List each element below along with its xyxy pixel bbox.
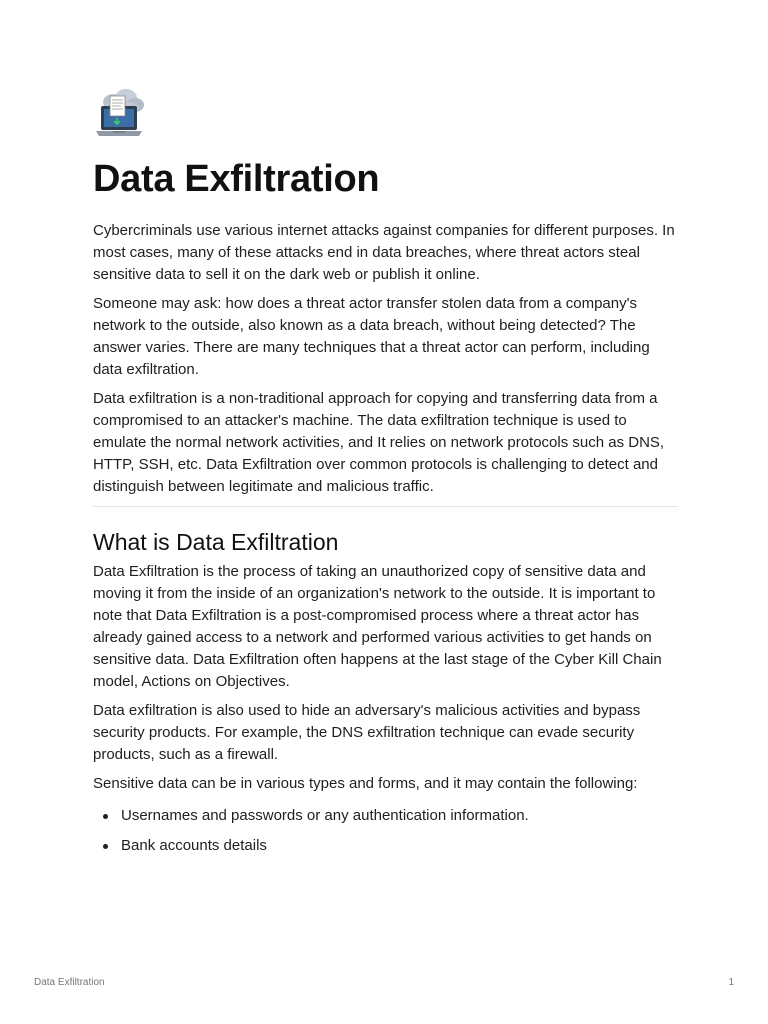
list-item-text: Usernames and passwords or any authentication information. xyxy=(121,807,529,824)
page-title: Data Exfiltration xyxy=(93,158,380,200)
section-paragraph: Sensitive data can be in various types and forms, and it may contain the following: xyxy=(93,775,638,792)
section-paragraph: Data exfiltration is also used to hide an adversary's malicious activities and bypass security products. For example, the DNS exfiltration technique can evade security products, such as a firewall. xyxy=(93,702,641,763)
list-item-text: Bank accounts details xyxy=(121,837,267,854)
list-item xyxy=(93,805,678,827)
footer-page-number: 1 xyxy=(728,977,734,988)
intro-section xyxy=(93,220,678,498)
intro-paragraph: Data exfiltration is a non-traditional approach for copying and transferring data from a compromised to an attacker's machine. The data exfiltration technique is used to emulate the normal network activities, and It relies on network protocols such as DNS, HTTP, SSH, etc. Data Exfiltration over common protocols is challenging to detect and distinguish between legitimate and malicious traffic. xyxy=(93,390,665,495)
intro-paragraph: Someone may ask: how does a threat actor transfer stolen data from a company's network to the outside, also known as a data breach, without being detected? The answer varies. There are many techniques that a threat actor can perform, including data exfiltration. xyxy=(93,295,650,378)
section-body xyxy=(93,561,678,795)
list-item xyxy=(93,835,678,857)
intro-paragraph: Cybercriminals use various internet attacks against companies for different purposes. In most cases, many of these attacks end in data breaches, where threat actors steal sensitive data to sell it on the dark web or publish it online. xyxy=(93,222,675,283)
bullet-icon xyxy=(103,844,108,849)
document-page xyxy=(93,88,678,865)
section-paragraph: Data Exfiltration is the process of taking an unauthorized copy of sensitive data and moving it from the inside of an organization's network to the outside. It is important to note that Data Exfiltration is a post-compromised process where a threat actor has already gained access to a network and performed various activities to get hands on sensitive data. Data Exfiltration often happens at the last stage of the Cyber Kill Chain model, Actions on Objectives. xyxy=(93,563,662,690)
laptop-cloud-document-icon xyxy=(93,88,147,140)
sensitive-data-list xyxy=(93,805,678,857)
bullet-icon xyxy=(103,814,108,819)
footer-document-name: Data Exfiltration xyxy=(34,977,105,988)
section-divider xyxy=(93,506,678,507)
section-heading: What is Data Exfiltration xyxy=(93,529,339,555)
